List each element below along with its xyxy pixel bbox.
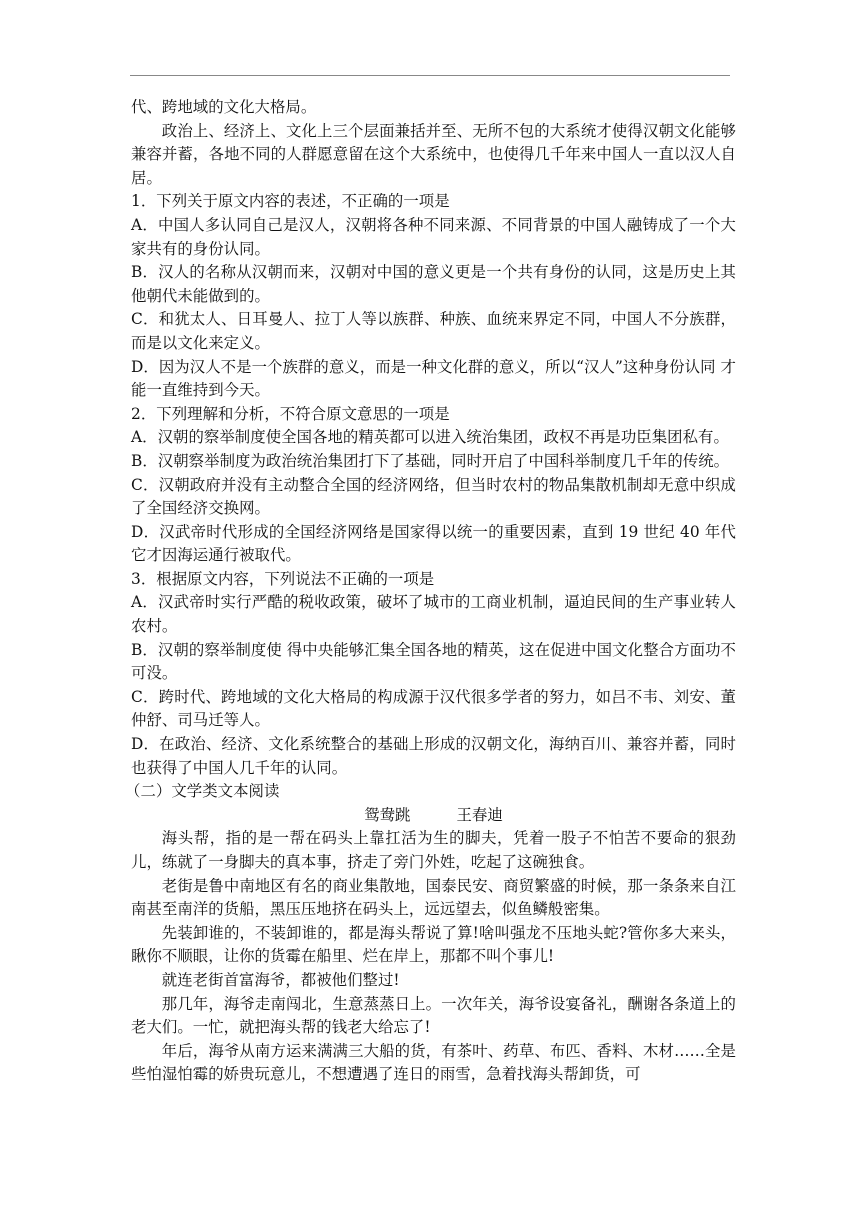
question-3-stem: 3．根据原文内容，下列说法不正确的一项是	[131, 569, 435, 588]
story-paragraph: 那几年，海爷走南闯北，生意蒸蒸日上。一次年关，海爷设宴备礼，酬谢各条道上的老大们。一忙，就把海头帮的钱老大给忘了!	[131, 994, 736, 1037]
section-heading: （二）文学类文本阅读	[125, 782, 280, 801]
question-1-stem: 1．下列关于原文内容的表述，不正确的一项是	[131, 192, 450, 211]
story-title-line	[131, 804, 736, 828]
story-author: 王春迪	[456, 805, 503, 824]
question-2-stem: 2．下列理解和分析，不符合原文意思的一项是	[131, 404, 450, 423]
story-paragraph: 老街是鲁中南地区有名的商业集散地，国泰民安、商贸繁盛的时候，那一条条来自江南甚至南洋的货船，黑压压地挤在码头上，远远望去，似鱼鳞般密集。	[131, 876, 736, 919]
question-2-option-d: D．汉武帝时代形成的全国经济网络是国家得以统一的重要因素，直到 19 世纪 40 年代它才因海运通行被取代。	[131, 522, 736, 565]
question-1-option-c: C．和犹太人、日耳曼人、拉丁人等以族群、种族、血统来界定不同，中国人不分族群，而是以文化来定义。	[131, 310, 736, 352]
question-3-option-d: D．在政治、经济、文化系统整合的基础上形成的汉朝文化，海纳百川、兼容并蓄，同时也获得了中国人几千年的认同。	[131, 735, 736, 777]
question-2-option-b: B．汉朝察举制度为政治统治集团打下了基础，同时开启了中国科举制度几千年的传统。	[131, 451, 730, 470]
question-2-option-a: A．汉朝的察举制度使全国各地的精英都可以进入统治集团，政权不再是功臣集团私有。	[131, 428, 729, 447]
question-2-option-c: C．汉朝政府并没有主动整合全国的经济网络，但当时农村的物品集散机制却无意中织成了全国经济交换网。	[131, 475, 736, 518]
story-title: 鸳鸯跳	[364, 805, 411, 824]
story-paragraph: 海头帮，指的是一帮在码头上靠扛活为生的脚夫，凭着一股子不怕苦不要命的狠劲儿，练就了一身脚夫的真本事，挤走了旁门外姓，吃起了这碗独食。	[131, 829, 736, 871]
document-body	[125, 96, 736, 1087]
question-3-option-c: C．跨时代、跨地域的文化大格局的构成源于汉代很多学者的努力，如吕不韦、刘安、董仲舒、司马迁等人。	[131, 687, 736, 730]
story-paragraph: 年后，海爷从南方运来满满三大船的货，有茶叶、药草、布匹、香料、木材……全是些怕湿怕霉的娇贵玩意儿，不想遭遇了连日的雨雪，急着找海头帮卸货，可	[131, 1041, 736, 1084]
question-1-option-a: A．中国人多认同自己是汉人，汉朝将各种不同来源、不同背景的中国人融铸成了一个大家共有的身份认同。	[131, 215, 736, 258]
story-paragraph: 先装卸谁的，不装卸谁的，都是海头帮说了算!啥叫强龙不压地头蛇?管你多大来头，瞅你不顺眼，让你的货霉在船里、烂在岸上，那都不叫个事儿!	[131, 923, 736, 966]
question-1-option-b: B．汉人的名称从汉朝而来，汉朝对中国的意义更是一个共有身份的认同，这是历史上其他朝代未能做到的。	[131, 263, 736, 305]
paragraph-continuation: 代、跨地域的文化大格局。	[131, 98, 317, 116]
question-3-option-b: B．汉朝的察举制度使 得中央能够汇集全国各地的精英，这在促进中国文化整合方面功不可没。	[131, 640, 736, 683]
question-3-option-a: A．汉武帝时实行严酷的税收政策，破坏了城市的工商业机制，逼迫民间的生产事业转人农村。	[131, 593, 736, 636]
question-1-option-d: D．因为汉人不是一个族群的意义，而是一种文化群的意义，所以“汉人”这种身份认同 才能一直维持到今天。	[131, 357, 736, 400]
header-rule	[130, 75, 730, 76]
story-paragraph: 就连老街首富海爷，都被他们整过!	[161, 970, 400, 989]
paragraph-politics: 政治上、经济上、文化上三个层面兼括并至、无所不包的大系统才使得汉朝文化能够兼容并蓄，各地不同的人群愿意留在这个大系统中，也使得几千年来中国人一直以汉人自居。	[131, 121, 736, 187]
